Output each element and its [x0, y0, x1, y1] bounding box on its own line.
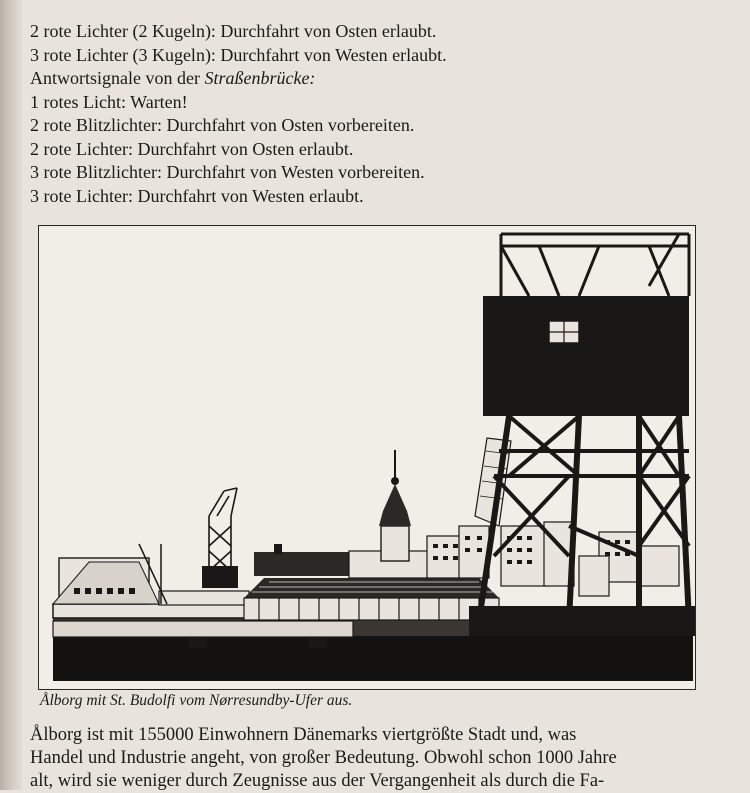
signal-list	[30, 20, 730, 208]
signal-line: 3 rote Lichter (3 Kugeln): Durchfahrt von Westen erlaubt.	[30, 44, 447, 65]
body-line: Handel und Industrie angeht, von großer Bedeutung. Obwohl schon 1000 Jahre	[30, 748, 617, 768]
signal-line: 2 rote Blitzlichter: Durchfahrt von Osten vorbereiten.	[30, 115, 415, 135]
reply-heading-text: Antwortsignale von der	[30, 68, 205, 88]
crane-cabin	[483, 296, 689, 416]
signal-line: 2 rote Lichter (2 Kugeln): Durchfahrt von Osten erlaubt.	[30, 21, 437, 41]
harbor-illustration	[38, 225, 696, 690]
reply-heading	[30, 67, 730, 91]
body-line: Ålborg ist mit 155000 Einwohnern Dänemarks viertgrößte Stadt und, was	[30, 725, 577, 745]
signal-line: 1 rotes Licht: Warten!	[30, 91, 188, 112]
signal-line: 3 rote Blitzlichter: Durchfahrt von Westen vorbereiten.	[30, 162, 425, 182]
body-line: alt, wird sie weniger durch Zeugnisse aus der Vergangenheit als durch die Fa-	[30, 771, 605, 791]
body-paragraph	[30, 724, 722, 793]
quay-shadow	[53, 631, 693, 681]
signal-line: 2 rote Lichter: Durchfahrt von Osten erlaubt.	[30, 138, 354, 159]
figure-caption: Ålborg mit St. Budolfi vom Nørresundby-Ufer aus.	[40, 692, 353, 709]
signal-line: 3 rote Lichter: Durchfahrt von Westen erlaubt.	[30, 185, 364, 206]
reply-heading-italic: Straßenbrücke:	[204, 68, 316, 88]
facing-page-edge	[0, 0, 22, 790]
harbor-drawing	[39, 226, 695, 689]
